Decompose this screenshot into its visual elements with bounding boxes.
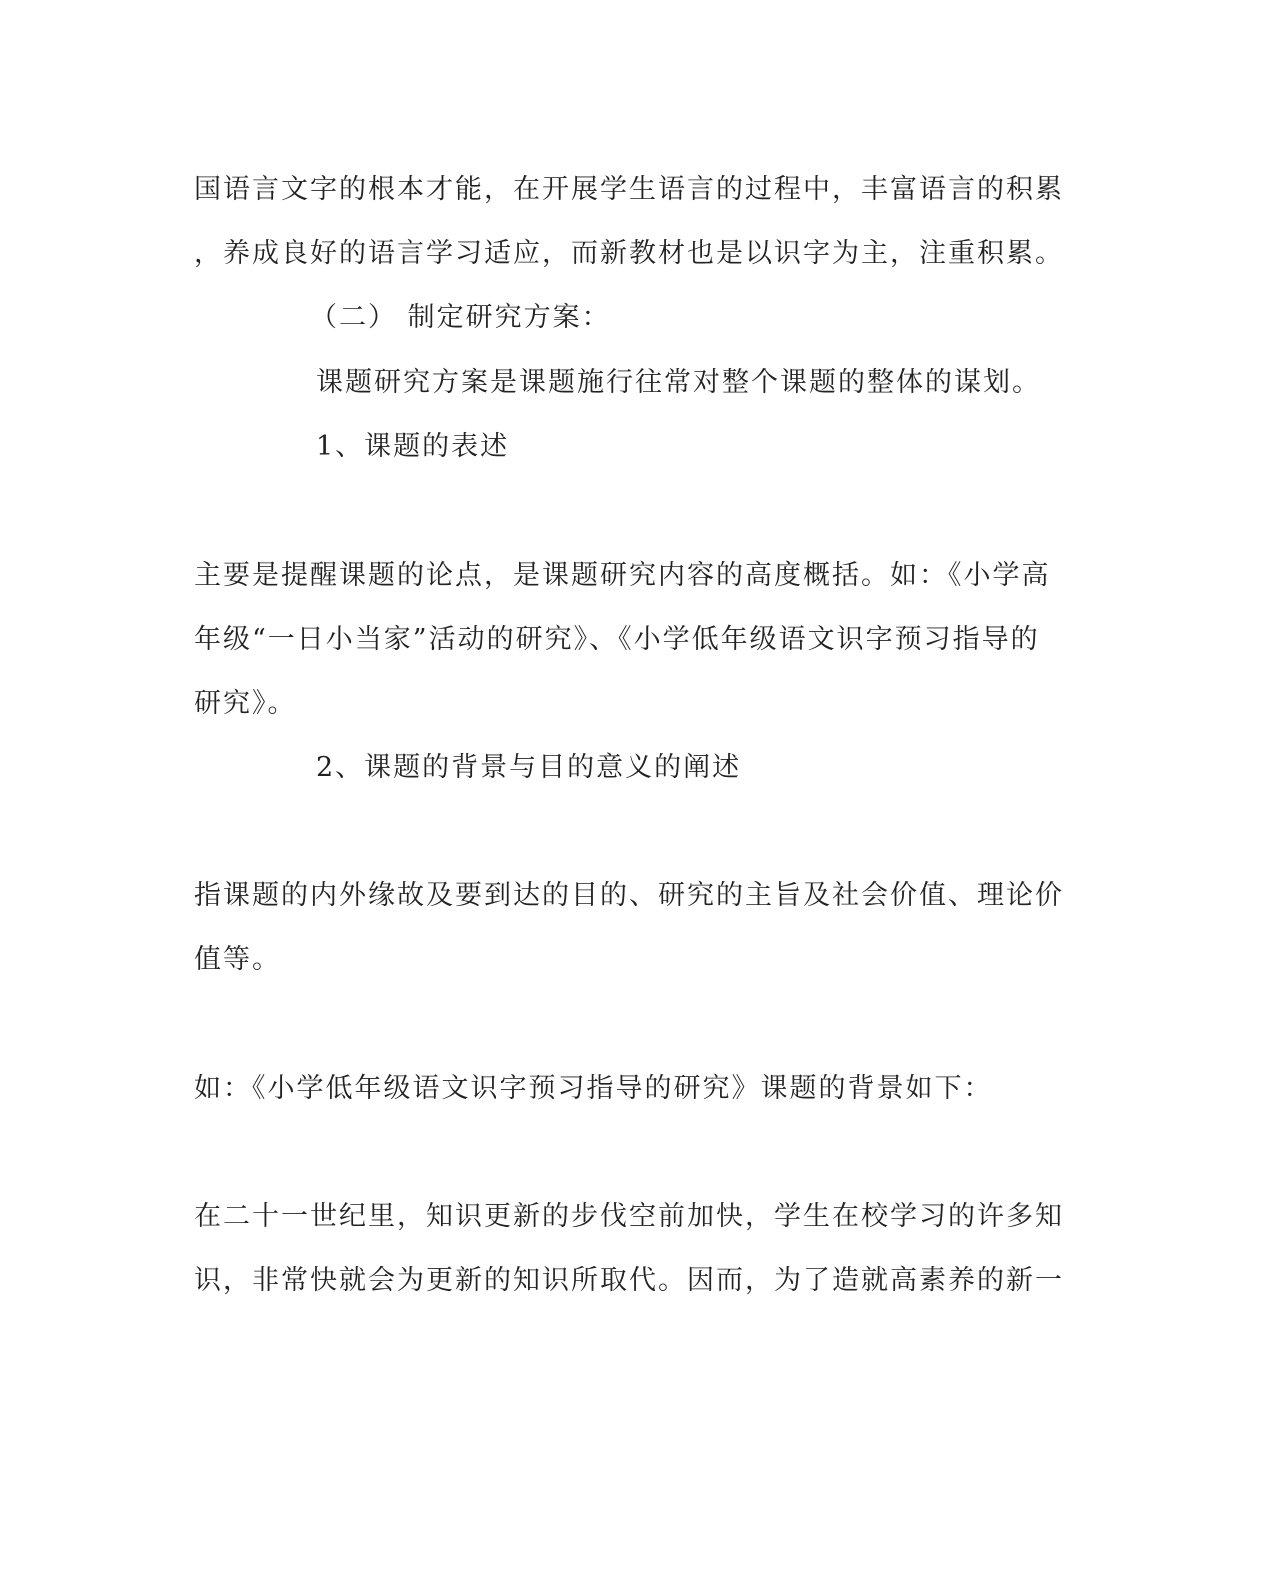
section-heading: （二） 制定研究方案：: [310, 302, 611, 333]
paragraph-line: ，养成良好的语言学习适应，而新教材也是以识字为主，注重积累。: [194, 238, 1064, 269]
paragraph-line: 课题研究方案是课题施行往常对整个课题的整体的谋划。: [316, 367, 1041, 398]
paragraph-line: 年级“一日小当家”活动的研究》、《小学低年级语文识字预习指导的: [194, 624, 1040, 655]
paragraph-line: 识，非常快就会为更新的知识所取代。因而，为了造就高素养的新一: [194, 1265, 1064, 1296]
paragraph-line: 如：《小学低年级语文识字预习指导的研究》课题的背景如下：: [194, 1073, 993, 1104]
paragraph-line: 在二十一世纪里，知识更新的步伐空前加快，学生在校学习的许多知: [194, 1201, 1064, 1232]
paragraph-line: 主要是提醒课题的论点，是课题研究内容的高度概括。如：《小学高: [194, 560, 1051, 591]
paragraph-line: 国语言文字的根本才能，在开展学生语言的过程中，丰富语言的积累: [194, 174, 1064, 205]
paragraph-line: 研究》。: [194, 688, 297, 719]
subsection-heading: 1、课题的表述: [316, 431, 510, 462]
subsection-heading: 2、课题的背景与目的意义的阐述: [316, 752, 742, 783]
paragraph-line: 值等。: [194, 944, 281, 975]
paragraph-line: 指课题的内外缘故及要到达的目的、研究的主旨及社会价值、理论价: [194, 880, 1064, 911]
